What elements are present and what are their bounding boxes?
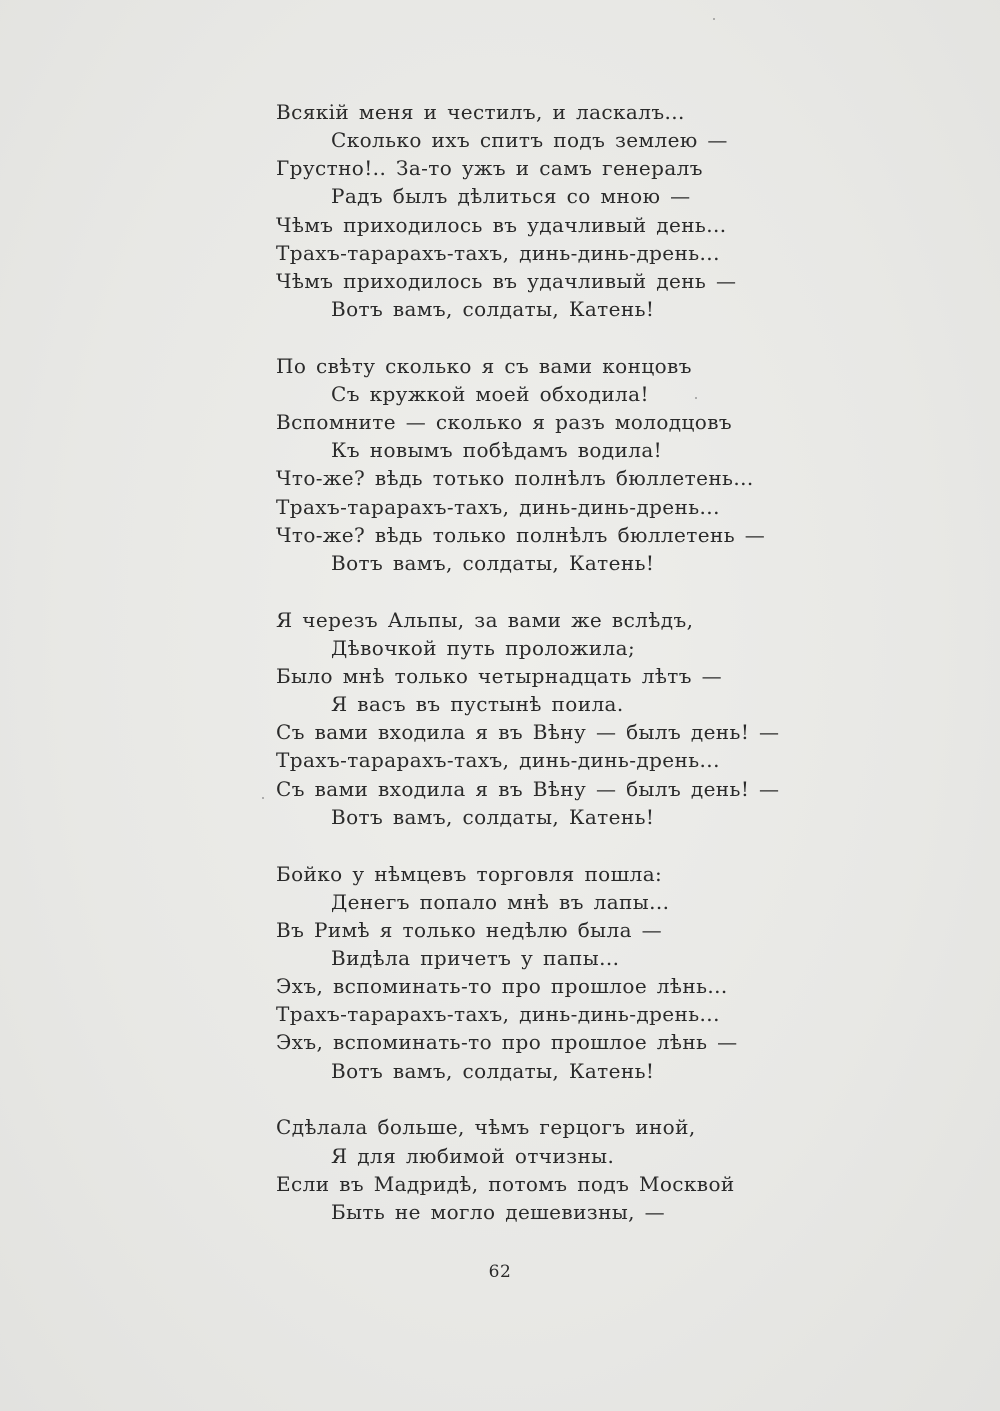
- paper-speck: [695, 397, 697, 399]
- poem-line: Трахъ-тарарахъ-тахъ, динь-динь-дрень...: [276, 748, 720, 773]
- poem-line: Я васъ въ пустынѣ поила.: [331, 692, 624, 717]
- page-number: 62: [488, 1262, 512, 1282]
- poem-line: Бойко у нѣмцевъ торговля пошла:: [276, 861, 663, 886]
- poem-line: Эхъ, вспоминать-то про прошлое лѣнь...: [276, 974, 728, 999]
- poem-line: Трахъ-тарарахъ-тахъ, динь-динь-дрень...: [276, 240, 720, 265]
- stanza: [276, 606, 796, 831]
- poem-line: Чѣмъ приходилось въ удачливый день...: [276, 212, 727, 237]
- poem-line: Вспомните — сколько я разъ молодцовъ: [276, 410, 732, 435]
- paper-speck: [262, 797, 264, 799]
- poem-line: Чѣмъ приходилось въ удачливый день —: [276, 268, 737, 293]
- stanza: [276, 1113, 796, 1226]
- poem-line: Съ вами входила я въ Вѣну — былъ день! —: [276, 776, 780, 801]
- poem-line: Денегъ попало мнѣ въ лапы...: [331, 889, 670, 914]
- poem-line: Эхъ, вспоминать-то про прошлое лѣнь —: [276, 1030, 738, 1055]
- poem-line: Я черезъ Альпы, за вами же вслѣдъ,: [276, 607, 694, 632]
- poem-line: Дѣвочкой путь проложила;: [331, 635, 636, 660]
- poem-line: Что-же? вѣдь тотько полнѣлъ бюллетень...: [276, 466, 754, 491]
- poem-line: По свѣту сколько я съ вами концовъ: [276, 353, 692, 378]
- paper-speck: [713, 18, 715, 20]
- poem-line: Сдѣлала больше, чѣмъ герцогъ иной,: [276, 1115, 696, 1140]
- poem-line: Къ новымъ побѣдамъ водила!: [331, 438, 663, 463]
- poem-line: Я для любимой отчизны.: [331, 1143, 615, 1168]
- poem-line: Трахъ-тарарахъ-тахъ, динь-динь-дрень...: [276, 494, 720, 519]
- stanza: [276, 860, 796, 1085]
- poem-text: [276, 98, 796, 1255]
- poem-line: Быть не могло дешевизны, —: [331, 1199, 666, 1224]
- stanza: [276, 352, 796, 577]
- poem-line: Сколько ихъ спитъ подъ землею —: [331, 128, 728, 153]
- poem-line: Вотъ вамъ, солдаты, Катень!: [331, 1058, 655, 1083]
- poem-line: Было мнѣ только четырнадцать лѣтъ —: [276, 664, 723, 688]
- stanza: [276, 98, 796, 323]
- poem-line: Трахъ-тарарахъ-тахъ, динь-динь-дрень...: [276, 1002, 720, 1027]
- poem-line: Грустно!.. За-то ужъ и самъ генералъ: [276, 156, 703, 181]
- poem-line: Радъ былъ дѣлиться со мною —: [331, 184, 691, 209]
- poem-line: Съ вами входила я въ Вѣну — былъ день! —: [276, 720, 780, 745]
- poem-line: Видѣла причетъ у папы...: [331, 946, 620, 970]
- poem-line: Вотъ вамъ, солдаты, Катень!: [331, 297, 655, 322]
- poem-line: Вотъ вамъ, солдаты, Катень!: [331, 804, 655, 829]
- poem-line: Если въ Мадридѣ, потомъ подъ Москвой: [276, 1171, 735, 1196]
- poem-line: Вотъ вамъ, солдаты, Катень!: [331, 550, 655, 575]
- poem-line: Въ Римѣ я только недѣлю была —: [276, 917, 663, 942]
- poem-line: Съ кружкой моей обходила!: [331, 382, 649, 406]
- poem-line: Что-же? вѣдь только полнѣлъ бюллетень —: [276, 522, 766, 547]
- poem-line: Всякій меня и честилъ, и ласкалъ...: [276, 100, 685, 124]
